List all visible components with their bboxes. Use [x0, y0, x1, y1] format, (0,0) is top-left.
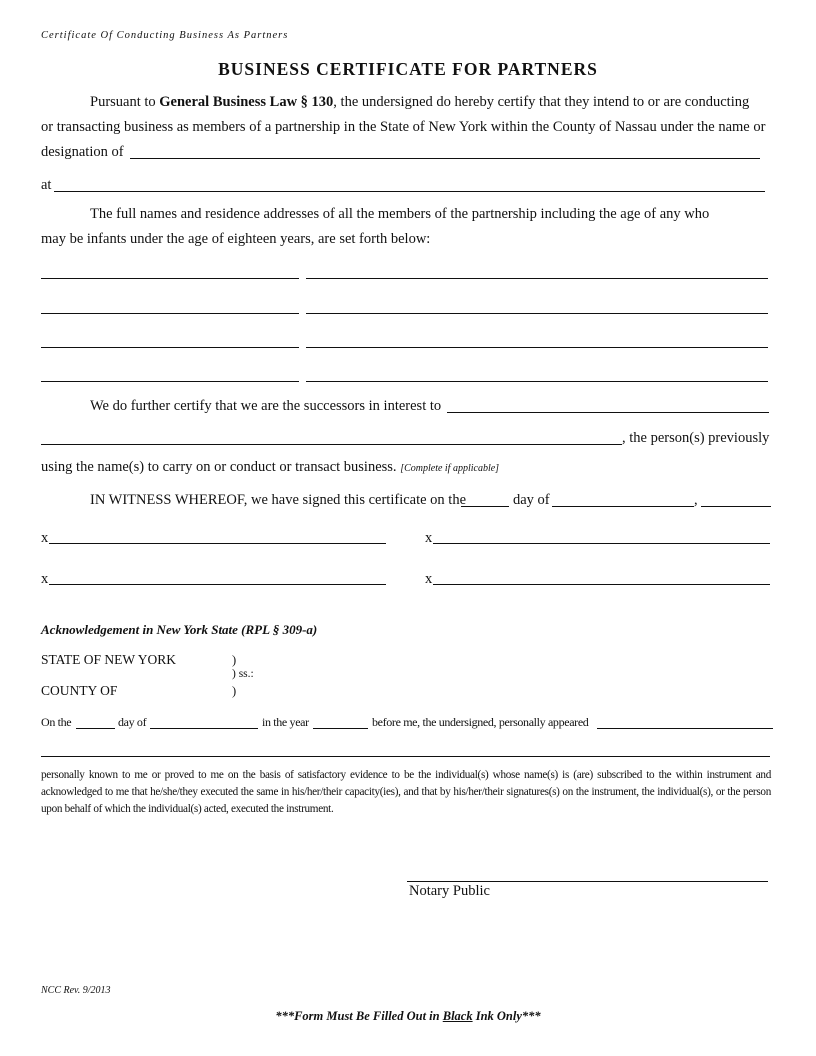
ss-label: ) ss.: — [232, 668, 254, 680]
ack-appeared-field[interactable] — [597, 728, 773, 729]
page-title: BUSINESS CERTIFICATE FOR PARTNERS — [218, 59, 598, 79]
partner-address-field-2[interactable] — [306, 313, 768, 314]
partner-name-field-4[interactable] — [41, 381, 299, 382]
acknowledgement-body: personally known to me or proved to me on the basis of satisfactory evidence to be the individual(s) whose name(s) is (are) subscribed to the within instrument and acknowledged to me that he/she/they executed the same in his/her/their capacity(ies), and that by his/her/their signatures(s) on the instrument, the individual(s), or the person upon behalf of which the individual(s) acted, executed the instrument. — [41, 769, 771, 815]
witness-day-of: day of — [513, 492, 550, 508]
partner-name-field-3[interactable] — [41, 347, 299, 348]
signature-field-3[interactable] — [49, 584, 386, 585]
running-header: Certificate Of Conducting Business As Partners — [41, 30, 289, 41]
address-field[interactable] — [54, 191, 765, 192]
successors-line3 — [41, 459, 499, 476]
designation-field[interactable] — [130, 158, 760, 159]
signature-mark-1: x — [41, 530, 49, 546]
notary-signature-field[interactable] — [407, 881, 768, 882]
para1-line2: or transacting business as members of a partnership in the State of New York within the County of Nassau under the name or — [41, 119, 766, 135]
partner-name-field-2[interactable] — [41, 313, 299, 314]
ink-notice-color: Black — [442, 1009, 473, 1023]
ack-year-field[interactable] — [313, 728, 368, 729]
witness-day-field[interactable] — [461, 506, 509, 507]
ink-notice-suffix: Ink Only*** — [472, 1009, 541, 1023]
witness-month-field[interactable] — [552, 506, 694, 507]
signature-mark-3: x — [41, 571, 49, 587]
ack-month-field[interactable] — [150, 728, 258, 729]
witness-text: IN WITNESS WHEREOF, we have signed this certificate on the — [90, 492, 467, 508]
para1-line1 — [90, 94, 749, 111]
state-label: STATE OF NEW YORK — [41, 652, 177, 667]
ack-before-me: before me, the undersigned, personally appeared — [372, 715, 589, 729]
signature-mark-2: x — [425, 530, 433, 546]
at-label: at — [41, 177, 52, 193]
ack-name-field[interactable] — [41, 756, 770, 757]
county-label: COUNTY OF — [41, 683, 118, 698]
county-paren: ) — [232, 684, 237, 698]
signature-mark-4: x — [425, 571, 433, 587]
ack-day-of: day of — [118, 715, 147, 729]
ack-in-the-year: in the year — [262, 715, 309, 729]
successors-previously: , the person(s) previously — [622, 430, 770, 446]
successor-field-2[interactable] — [41, 444, 622, 445]
successor-field-1[interactable] — [447, 412, 769, 413]
para1-line1-rest: , the undersigned do hereby certify that they intend to or are conducting — [333, 94, 750, 110]
signature-field-4[interactable] — [433, 584, 770, 585]
para1-prefix: Pursuant to — [90, 94, 160, 110]
signature-field-2[interactable] — [433, 543, 770, 544]
signature-field-1[interactable] — [49, 543, 386, 544]
partner-name-field-1[interactable] — [41, 278, 299, 279]
ack-day-field[interactable] — [76, 728, 115, 729]
para2-line1: The full names and residence addresses of all the members of the partnership including the age of any who — [90, 206, 710, 222]
notary-label: Notary Public — [409, 883, 490, 899]
complete-if-applicable-note: [Complete if applicable] — [400, 463, 500, 474]
revision-label: NCC Rev. 9/2013 — [41, 985, 111, 996]
partner-address-field-3[interactable] — [306, 347, 768, 348]
witness-comma: , — [694, 492, 698, 508]
designation-label: designation of — [41, 144, 124, 160]
law-reference: General Business Law § 130 — [159, 94, 334, 110]
successors-line3-text: using the name(s) to carry on or conduct or transact business. — [41, 459, 397, 475]
successors-line1: We do further certify that we are the successors in interest to — [90, 398, 442, 414]
partner-address-field-1[interactable] — [306, 278, 768, 279]
partner-address-field-4[interactable] — [306, 381, 768, 382]
state-paren: ) — [232, 653, 237, 667]
ack-on-the: On the — [41, 715, 72, 729]
ink-notice — [0, 1009, 816, 1024]
ink-notice-prefix: ***Form Must Be Filled Out in — [275, 1009, 443, 1023]
witness-year-field[interactable] — [701, 506, 771, 507]
para2-line2: may be infants under the age of eighteen years, are set forth below: — [41, 231, 431, 247]
acknowledgement-heading: Acknowledgement in New York State (RPL § 309-a) — [41, 622, 318, 637]
